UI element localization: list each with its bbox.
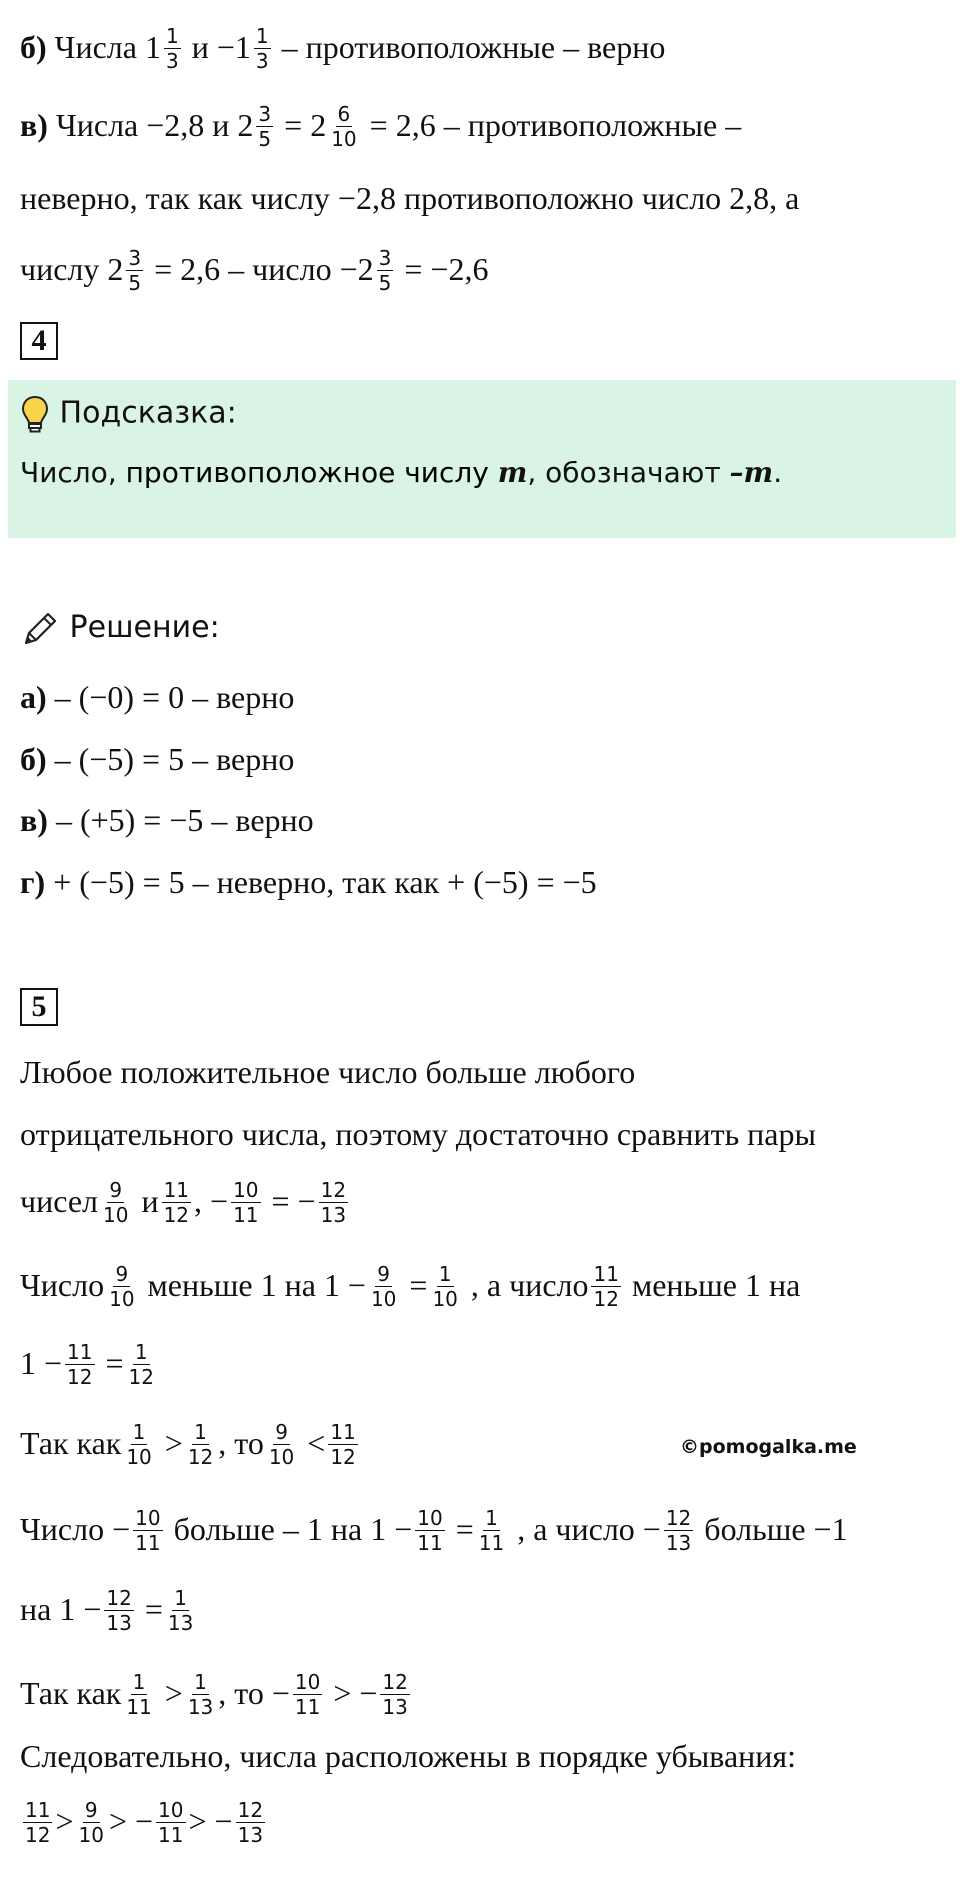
fraction: $\frac{9}{10}$: [268, 1420, 295, 1469]
text: = 2,6 – число −2: [154, 250, 374, 287]
fraction: $\frac{11}{12}$: [25, 1798, 51, 1847]
prev-line-b: [20, 26, 940, 75]
hint-text-part: .: [773, 456, 783, 489]
solution-item: [20, 862, 940, 902]
math-line: $\frac{11}{12}$ > $\frac{9}{10}$ > − $\frac{10}{11}$ > − $\frac{12}{13}$: [25, 1798, 264, 1847]
fraction: $\frac{10}{11}$: [158, 1798, 184, 1847]
item-text: – (−5) = 5 – верно: [54, 741, 295, 777]
item-label: в): [20, 106, 48, 143]
fraction: $\frac{12}{13}$: [665, 1506, 692, 1555]
math-line: чисел $\frac{9}{10}$ и $\frac{11}{12}$ , − $\frac{10}{11}$ = − $\frac{12}{13}$: [20, 1178, 347, 1227]
fraction: $\frac{12}{13}$: [320, 1178, 347, 1227]
lightbulb-icon: [20, 394, 50, 434]
fraction: $\frac{12}{13}$: [382, 1670, 408, 1719]
fraction: $\frac{11}{12}$: [163, 1178, 190, 1227]
hint-variable: m: [497, 456, 528, 489]
fraction: $\frac{11}{12}$: [593, 1262, 619, 1311]
prev-line-v: [20, 104, 940, 153]
fraction: $\frac{12}{13}$: [106, 1586, 132, 1635]
paragraph-line: Любое положительное число больше любого: [20, 1054, 636, 1090]
hint-text-emph: противоположное числу: [125, 456, 498, 489]
hint-title: Подсказка:: [59, 395, 237, 431]
hint-text: [20, 456, 782, 489]
paragraph-line: отрицательного числа, поэтому достаточно сравнить пары: [20, 1116, 816, 1152]
fraction: $\frac{10}{11}$: [135, 1506, 161, 1555]
text: = 2,6 – противоположные –: [369, 106, 742, 143]
item-text: + (−5) = 5 – неверно, так как + (−5) = −5: [53, 864, 597, 900]
fraction: $\frac{3}{5}$: [128, 246, 142, 295]
prev-line-v3: [20, 248, 940, 297]
fraction: $\frac{10}{11}$: [233, 1178, 259, 1227]
item-label: в): [20, 802, 48, 838]
text: Числа −2,8 и 2: [55, 106, 254, 143]
math-line: 1 − $\frac{11}{12}$ = $\frac{1}{12}$: [20, 1340, 154, 1389]
hint-variable: –m: [729, 456, 774, 489]
fraction: $\frac{1}{3}$: [165, 24, 179, 73]
fraction: $\frac{1}{3}$: [255, 24, 269, 73]
math-line: Число $\frac{9}{10}$ меньше 1 на 1 − $\frac{9}{10}$ = $\frac{1}{10}$ , а число $\frac{11}{12}$ меньше 1 на: [20, 1262, 801, 1311]
fraction: $\frac{6}{10}$: [331, 102, 357, 151]
text: – противоположные – верно: [281, 28, 666, 65]
fraction: $\frac{10}{11}$: [294, 1670, 321, 1719]
fraction: $\frac{11}{12}$: [67, 1340, 93, 1389]
fraction: $\frac{9}{10}$: [78, 1798, 104, 1847]
solution-item: [20, 677, 940, 717]
fraction: $\frac{1}{10}$: [126, 1420, 152, 1469]
fraction: $\frac{1}{11}$: [478, 1506, 505, 1555]
pencil-icon: [20, 609, 60, 649]
fraction: $\frac{9}{10}$: [102, 1178, 129, 1227]
item-label: б): [20, 741, 47, 777]
item-label: г): [20, 864, 46, 900]
item-text: – (+5) = −5 – верно: [55, 802, 314, 838]
item-label: а): [20, 679, 47, 715]
fraction: $\frac{11}{12}$: [330, 1420, 356, 1469]
hint-text-part: Число,: [20, 456, 126, 489]
item-text: – (−0) = 0 – верно: [54, 679, 295, 715]
item-label: б): [20, 28, 47, 65]
math-line: Так как $\frac{1}{10}$ > $\frac{1}{12}$ , то $\frac{9}{10}$ < $\frac{11}{12}$: [20, 1420, 356, 1469]
fraction: $\frac{9}{10}$: [370, 1262, 397, 1311]
solution-item: [20, 800, 940, 840]
fraction: $\frac{1}{13}$: [167, 1586, 194, 1635]
task-number-4: 4: [20, 322, 58, 360]
watermark: ©pomogalka.me: [680, 1436, 857, 1458]
math-line: на 1 − $\frac{12}{13}$ = $\frac{1}{13}$: [20, 1586, 194, 1635]
fraction: $\frac{3}{5}$: [258, 102, 272, 151]
fraction: $\frac{3}{5}$: [378, 246, 392, 295]
math-line: Число − $\frac{10}{11}$ больше – 1 на 1 − $\frac{10}{11}$ = $\frac{1}{11}$ , а число − $\frac{12}{13}$ больше −1: [20, 1506, 848, 1555]
text: Числа 1: [54, 28, 161, 65]
fraction: $\frac{12}{13}$: [237, 1798, 264, 1847]
hint-title-row: [20, 394, 237, 434]
solution-title: Решение:: [69, 610, 220, 645]
prev-line-v2: неверно, так как числу −2,8 противоположно число 2,8, а: [20, 180, 800, 216]
fraction: $\frac{10}{11}$: [417, 1506, 443, 1555]
solution-item: [20, 739, 940, 779]
solution-heading: [20, 608, 220, 649]
paragraph-line: Следовательно, числа расположены в порядке убывания:: [20, 1738, 796, 1774]
text: = −2,6: [404, 250, 489, 287]
fraction: $\frac{9}{10}$: [109, 1262, 135, 1311]
text: и −1: [191, 28, 251, 65]
hint-text-part: , обозначают: [527, 456, 730, 489]
fraction: $\frac{1}{10}$: [432, 1262, 458, 1311]
fraction: $\frac{1}{11}$: [126, 1670, 152, 1719]
text: числу 2: [20, 250, 124, 287]
fraction: $\frac{1}{12}$: [128, 1340, 154, 1389]
task-number-5: 5: [20, 988, 58, 1026]
text: = 2: [284, 106, 327, 143]
fraction: $\frac{1}{13}$: [187, 1670, 214, 1719]
math-line: Так как $\frac{1}{11}$ > $\frac{1}{13}$ , то − $\frac{10}{11}$ > − $\frac{12}{13}$: [20, 1670, 408, 1719]
hint-box: [8, 380, 956, 538]
fraction: $\frac{1}{12}$: [187, 1420, 214, 1469]
